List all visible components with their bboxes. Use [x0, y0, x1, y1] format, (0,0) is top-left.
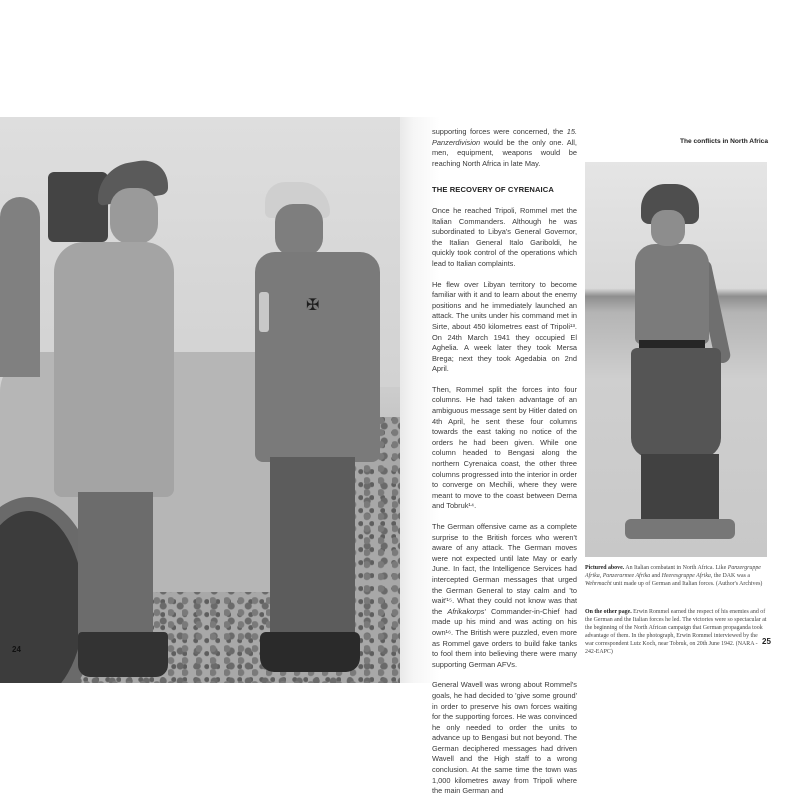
running-head: The conflicts in North Africa	[679, 138, 768, 145]
article-paragraph: General Wavell was wrong about Rommel's goals, he had decided to 'give some ground' in order to preserve his own forces waiting for the supporting forces. He was convinced he only needed to order the units to advance up to Bengasi but not beyond. The German deciphered messages had driven Wavell and the High staff to a wrong conclusion. At the same time the town was 1,000 kilometres away from Tripoli where the main German and	[432, 680, 577, 796]
microphone-icon	[259, 292, 269, 332]
article-text-column	[432, 127, 577, 807]
iron-cross-icon: ✠	[306, 297, 320, 314]
article-paragraph: He flew over Libyan territory to become familiar with it and to learn about the enemy positions and he immediately launched an attack. The units under his command met in Sirte, about 450 kilometres east of Tripoli¹³. On 24th March 1941 they occupied El Aghelia. A week later they took Mersa Brega; next they took Agedabia on 2nd April.	[432, 279, 577, 374]
article-paragraph: Once he reached Tripoli, Rommel met the Italian Commanders. Although he was subordinated to Libya's General Governor, the Italian General Italo Gariboldi, he quickly took control of the operations which lead to Italian complaints.	[432, 205, 577, 268]
photo-figure-correspondent	[250, 182, 380, 682]
photo-background-soldier	[0, 197, 40, 377]
photo-figure-rommel	[48, 162, 178, 672]
section-heading: THE RECOVERY OF CYRENAICA	[432, 185, 554, 195]
photo-figure-italian-soldier	[635, 184, 745, 544]
caption-other-page: On the other page. Erwin Rommel earned the respect of his enemies and of the German and the Italian forces he led. The victories were so spectacular at the beginning of the North African campaign that German propaganda took advantage of them. In the photograph, Erwin Rommel interviewed by the war correspondent Lutz Koch, near Tobruk, on 20th June 1942. (NARA - 242-EAPC)	[585, 609, 767, 655]
page-number-right: 25	[762, 637, 771, 646]
italian-soldier-photo	[585, 162, 767, 557]
rommel-interview-photo	[0, 117, 400, 683]
caption-pictured-above: Pictured above. An Italian combatant in North Africa. Like Panzergruppe Afrika, Panzerarmee Afrika and Heeresgruppe Afrika, the DAK was a Wehrmacht unit made up of German and Italian forces. (Author's Archives)	[585, 565, 763, 587]
article-paragraph: Then, Rommel split the forces into four columns. He had taken advantage of an ambiguous message sent by Hitler dated on 4th April, he sent these four columns towards the east taking no notice of the orders he had been given. While one column headed to Bengasi along the northern Cyrenaica coast, the other three columns progressed into the interior in order to converge on Mechili, where they were meant to move to the coast between Derna and Tobruk¹⁴.	[432, 384, 577, 511]
intro-paragraph: supporting forces were concerned, the 15. Panzerdivision would be the only one. All, men, equipment, weapons would be reaching North Africa in late May.	[432, 127, 577, 168]
left-page	[0, 117, 400, 683]
page-number-left: 24	[12, 645, 21, 654]
article-paragraph: The German offensive came as a complete surprise to the British forces who weren't aware of any attack. The German moves were not expected until late May or early June. In fact, the Intelligence Services had intercepted German messages that urged the German General to stay calm and 'to wait'¹⁵. What they could not know was that the Afrikakorps' Commander-in-Chief had made up his mind and was acting on his own¹⁶. The British were puzzled, even more as Rommel gave orders to build fake tanks to fool them into believing there were many supporting German AFVs.	[432, 522, 578, 669]
